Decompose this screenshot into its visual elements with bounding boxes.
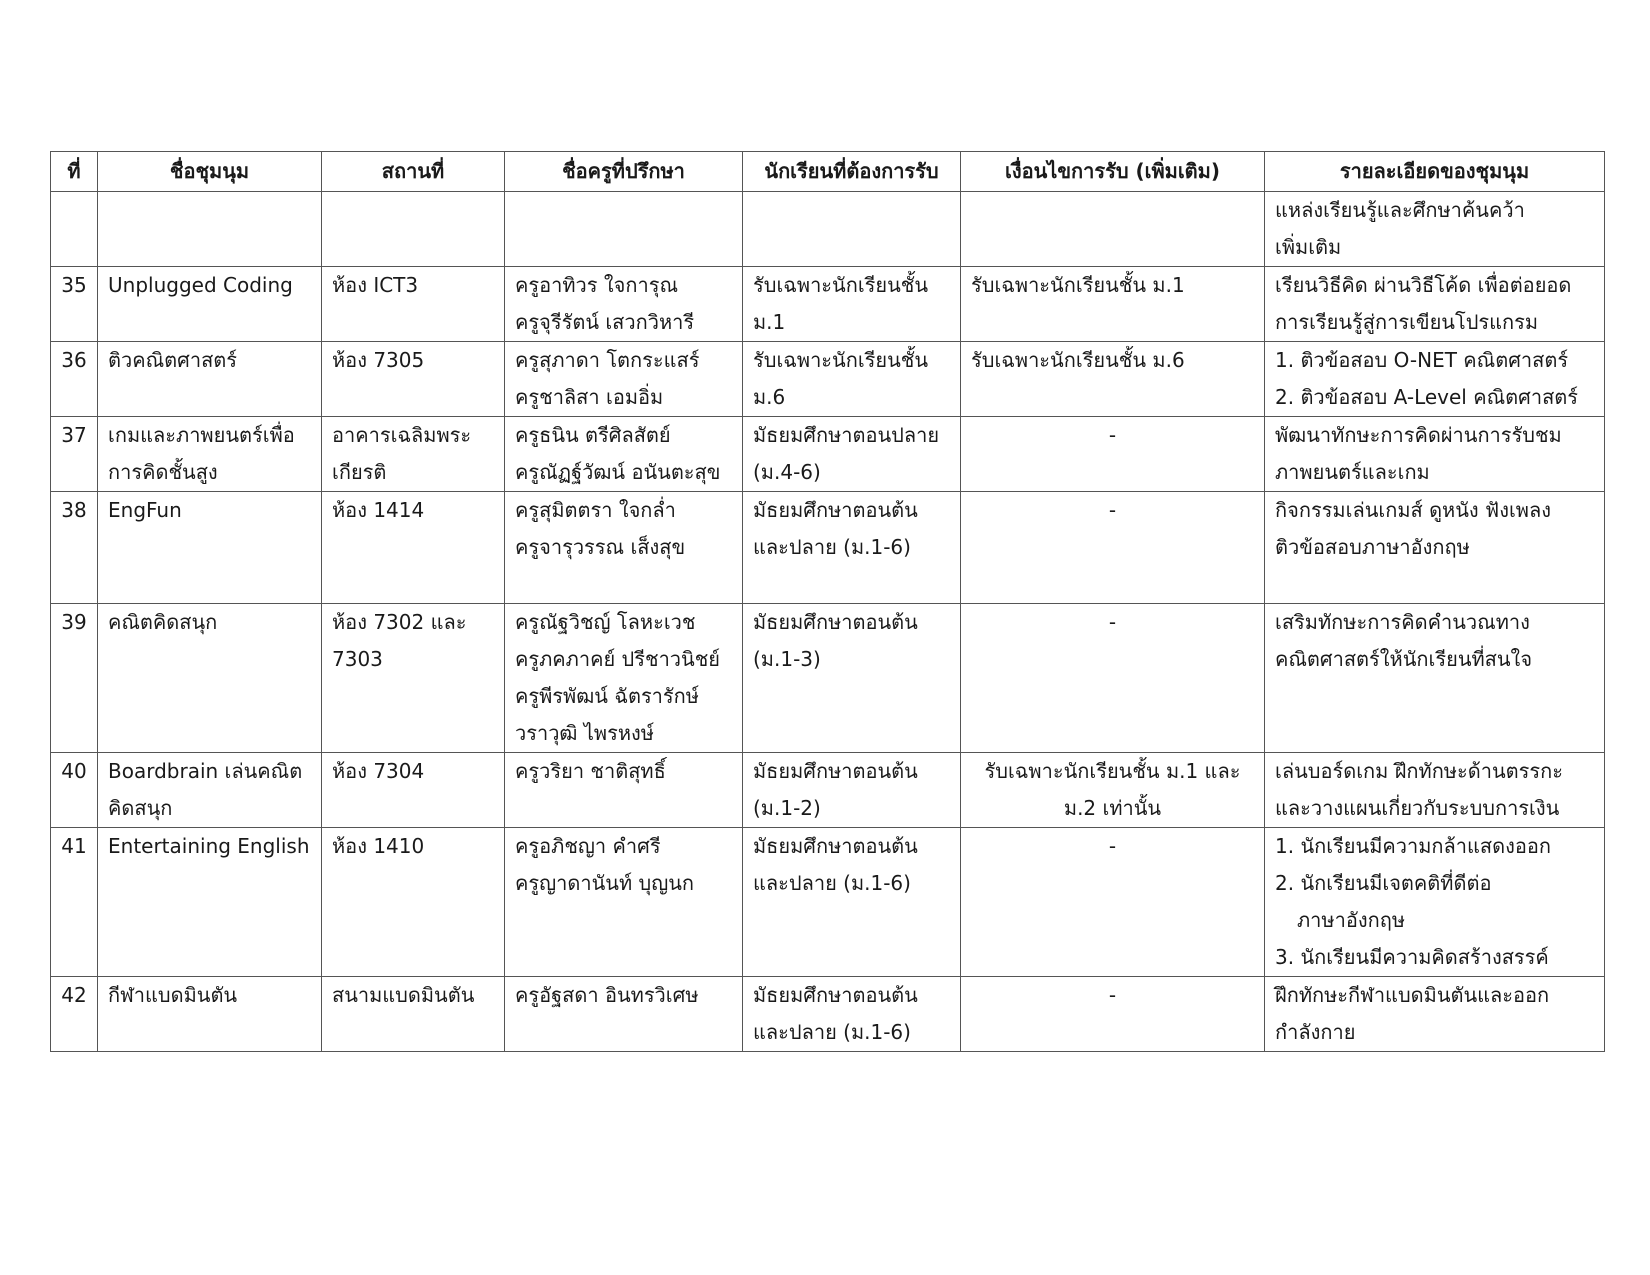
advisor-line: ครูชาลิสา เอมอิ่ม	[515, 385, 664, 409]
conditions-line: ม.2 เท่านั้น	[1063, 796, 1162, 820]
table-row	[51, 492, 1605, 604]
students-line: มัธยมศึกษาตอนต้น	[753, 759, 918, 783]
club-line: เกมและภาพยนตร์เพื่อ	[108, 423, 295, 447]
details-line: และวางแผนเกี่ยวกับระบบการเงิน	[1275, 796, 1560, 820]
header-row	[51, 152, 1605, 192]
details-line: เล่นบอร์ดเกม ฝึกทักษะด้านตรรกะ	[1275, 759, 1563, 783]
advisor-line: ครูอาทิวร ใจการุณ	[515, 273, 678, 297]
cell-place	[322, 977, 505, 1052]
header-no: ที่	[51, 152, 98, 192]
place-line: ห้อง ICT3	[332, 273, 419, 297]
details-line: 3. นักเรียนมีความคิดสร้างสรรค์	[1275, 945, 1549, 969]
details-line: ภาษาอังกฤษ	[1297, 908, 1406, 932]
students-line: (ม.1-2)	[753, 796, 821, 820]
place-line: อาคารเฉลิมพระ	[332, 423, 472, 447]
cell-no: 38	[51, 492, 98, 604]
conditions-line: -	[1108, 423, 1117, 447]
details-line: แหล่งเรียนรู้และศึกษาค้นคว้า	[1275, 198, 1525, 222]
cell-students	[743, 828, 961, 977]
students-line: มัธยมศึกษาตอนต้น	[753, 498, 918, 522]
details-line: การเรียนรู้สู่การเขียนโปรแกรม	[1275, 310, 1539, 334]
table-row	[51, 342, 1605, 417]
cell-place	[322, 267, 505, 342]
club-line: กีฬาแบดมินตัน	[108, 983, 238, 1007]
cell-place	[322, 753, 505, 828]
cell-place	[322, 417, 505, 492]
details-line: 2. นักเรียนมีเจตคติที่ดีต่อ	[1275, 871, 1492, 895]
students-line: รับเฉพาะนักเรียนชั้น	[753, 273, 929, 297]
cell-advisor	[505, 492, 743, 604]
students-line: (ม.1-3)	[753, 647, 821, 671]
advisor-line: ครูพีรพัฒน์ ฉัตรารักษ์	[515, 684, 699, 708]
table-row	[51, 267, 1605, 342]
club-line: Boardbrain เล่นคณิต	[108, 759, 303, 783]
advisor-line: ครูจุรีรัตน์ เสวกวิหารี	[515, 310, 695, 334]
cell-students	[743, 192, 961, 267]
advisor-line: ครูธนิน ตรีศิลสัตย์	[515, 423, 671, 447]
cell-students	[743, 342, 961, 417]
place-line: ห้อง 1410	[332, 834, 425, 858]
details-line: เพิ่มเติม	[1275, 235, 1342, 259]
club-line: EngFun	[108, 498, 182, 522]
table-row-continued	[51, 192, 1605, 267]
conditions-line: -	[1108, 983, 1117, 1007]
cell-club	[98, 828, 322, 977]
advisor-line: ครูวริยา ชาติสุทธิ์	[515, 759, 666, 783]
advisor-line: ครูสุภาดา โตกระแสร์	[515, 348, 700, 372]
place-line: ห้อง 1414	[332, 498, 425, 522]
cell-no: 37	[51, 417, 98, 492]
cell-no: 36	[51, 342, 98, 417]
table-row	[51, 417, 1605, 492]
cell-conditions	[961, 977, 1265, 1052]
club-line: Entertaining English	[108, 834, 310, 858]
table-row	[51, 753, 1605, 828]
table-row	[51, 977, 1605, 1052]
advisor-line: ครูอัฐสดา อินทรวิเศษ	[515, 983, 699, 1007]
header-club: ชื่อชุมนุม	[98, 152, 322, 192]
cell-conditions	[961, 753, 1265, 828]
cell-no	[51, 192, 98, 267]
cell-students	[743, 492, 961, 604]
cell-place	[322, 604, 505, 753]
cell-club	[98, 492, 322, 604]
cell-students	[743, 267, 961, 342]
advisor-line: ครูอภิชญา คำศรี	[515, 834, 661, 858]
cell-details	[1265, 342, 1605, 417]
conditions-line: -	[1108, 498, 1117, 522]
cell-conditions	[961, 492, 1265, 604]
cell-club	[98, 753, 322, 828]
cell-advisor	[505, 417, 743, 492]
club-line: Unplugged Coding	[108, 273, 293, 297]
header-conditions: เงื่อนไขการรับ (เพิ่มเติม)	[961, 152, 1265, 192]
details-line: คณิตศาสตร์ให้นักเรียนที่สนใจ	[1275, 647, 1533, 671]
cell-advisor	[505, 977, 743, 1052]
cell-students	[743, 753, 961, 828]
details-line: ติวข้อสอบภาษาอังกฤษ	[1275, 535, 1470, 559]
conditions-line: รับเฉพาะนักเรียนชั้น ม.1	[971, 273, 1185, 297]
details-line: พัฒนาทักษะการคิดผ่านการรับชม	[1275, 423, 1562, 447]
students-line: ม.1	[753, 310, 786, 334]
cell-details	[1265, 417, 1605, 492]
advisor-line: ครูณัฐวิชญ์ โลหะเวช	[515, 610, 696, 634]
cell-details	[1265, 977, 1605, 1052]
cell-conditions	[961, 417, 1265, 492]
cell-details	[1265, 604, 1605, 753]
details-line: กำลังกาย	[1275, 1020, 1356, 1044]
cell-advisor	[505, 753, 743, 828]
header-advisor: ชื่อครูที่ปรึกษา	[505, 152, 743, 192]
cell-advisor	[505, 342, 743, 417]
cell-club	[98, 417, 322, 492]
students-line: มัธยมศึกษาตอนต้น	[753, 834, 918, 858]
cell-conditions	[961, 267, 1265, 342]
students-line: มัธยมศึกษาตอนต้น	[753, 610, 918, 634]
details-line: กิจกรรมเล่นเกมส์ ดูหนัง ฟังเพลง	[1275, 498, 1551, 522]
header-students: นักเรียนที่ต้องการรับ	[743, 152, 961, 192]
cell-details	[1265, 267, 1605, 342]
cell-club	[98, 267, 322, 342]
cell-place	[322, 828, 505, 977]
cell-details	[1265, 828, 1605, 977]
club-line: คณิตคิดสนุก	[108, 610, 218, 634]
details-line: 1. นักเรียนมีความกล้าแสดงออก	[1275, 834, 1551, 858]
students-line: มัธยมศึกษาตอนปลาย	[753, 423, 940, 447]
conditions-line: รับเฉพาะนักเรียนชั้น ม.6	[971, 348, 1185, 372]
students-line: รับเฉพาะนักเรียนชั้น	[753, 348, 929, 372]
advisor-line: ครูสุมิตตรา ใจกล่ำ	[515, 498, 676, 522]
cell-students	[743, 977, 961, 1052]
cell-conditions	[961, 828, 1265, 977]
table-row	[51, 604, 1605, 753]
cell-club	[98, 604, 322, 753]
club-table	[50, 151, 1605, 1052]
cell-advisor	[505, 267, 743, 342]
cell-conditions	[961, 342, 1265, 417]
details-line: ฝึกทักษะกีฬาแบดมินตันและออก	[1275, 983, 1550, 1007]
advisor-line: ครูณัฏฐ์วัฒน์ อนันตะสุข	[515, 460, 721, 484]
students-line: มัธยมศึกษาตอนต้น	[753, 983, 918, 1007]
cell-club	[98, 342, 322, 417]
place-line: สนามแบดมินตัน	[332, 983, 475, 1007]
place-line: ห้อง 7305	[332, 348, 425, 372]
place-line: ห้อง 7304	[332, 759, 425, 783]
club-line: ติวคณิตศาสตร์	[108, 348, 238, 372]
club-line: การคิดชั้นสูง	[108, 460, 218, 484]
cell-no: 42	[51, 977, 98, 1052]
header-place: สถานที่	[322, 152, 505, 192]
place-line: ห้อง 7302 และ	[332, 610, 467, 634]
details-line: เรียนวิธีคิด ผ่านวิธีโค้ด เพื่อต่อยอด	[1275, 273, 1572, 297]
cell-no: 35	[51, 267, 98, 342]
details-line: 2. ติวข้อสอบ A-Level คณิตศาสตร์	[1275, 385, 1579, 409]
cell-club	[98, 977, 322, 1052]
conditions-line: รับเฉพาะนักเรียนชั้น ม.1 และ	[984, 759, 1241, 783]
cell-details	[1265, 192, 1605, 267]
cell-no: 41	[51, 828, 98, 977]
header-details: รายละเอียดของชุมนุม	[1265, 152, 1605, 192]
students-line: ม.6	[753, 385, 786, 409]
students-line: (ม.4-6)	[753, 460, 821, 484]
place-line: เกียรติ	[332, 460, 387, 484]
conditions-line: -	[1108, 610, 1117, 634]
students-line: และปลาย (ม.1-6)	[753, 871, 911, 895]
students-line: และปลาย (ม.1-6)	[753, 1020, 911, 1044]
students-line: และปลาย (ม.1-6)	[753, 535, 911, 559]
details-line: เสริมทักษะการคิดคำนวณทาง	[1275, 610, 1530, 634]
cell-advisor	[505, 604, 743, 753]
cell-details	[1265, 753, 1605, 828]
cell-students	[743, 417, 961, 492]
cell-conditions	[961, 604, 1265, 753]
club-line: คิดสนุก	[108, 796, 173, 820]
cell-students	[743, 604, 961, 753]
advisor-line: ครูจารุวรรณ เส็งสุข	[515, 535, 686, 559]
cell-club	[98, 192, 322, 267]
advisor-line: ครูญาดานันท์ บุญนก	[515, 871, 695, 895]
cell-no: 40	[51, 753, 98, 828]
table-row	[51, 828, 1605, 977]
cell-details	[1265, 492, 1605, 604]
cell-place	[322, 192, 505, 267]
cell-place	[322, 342, 505, 417]
advisor-line: วราวุฒิ ไพรหงษ์	[515, 721, 654, 745]
cell-advisor	[505, 828, 743, 977]
cell-advisor	[505, 192, 743, 267]
cell-conditions	[961, 192, 1265, 267]
details-line: ภาพยนตร์และเกม	[1275, 460, 1430, 484]
place-line: 7303	[332, 647, 383, 671]
conditions-line: -	[1108, 834, 1117, 858]
cell-no: 39	[51, 604, 98, 753]
details-line: 1. ติวข้อสอบ O-NET คณิตศาสตร์	[1275, 348, 1569, 372]
advisor-line: ครูภคภาคย์ ปรีชาวนิชย์	[515, 647, 720, 671]
cell-place	[322, 492, 505, 604]
